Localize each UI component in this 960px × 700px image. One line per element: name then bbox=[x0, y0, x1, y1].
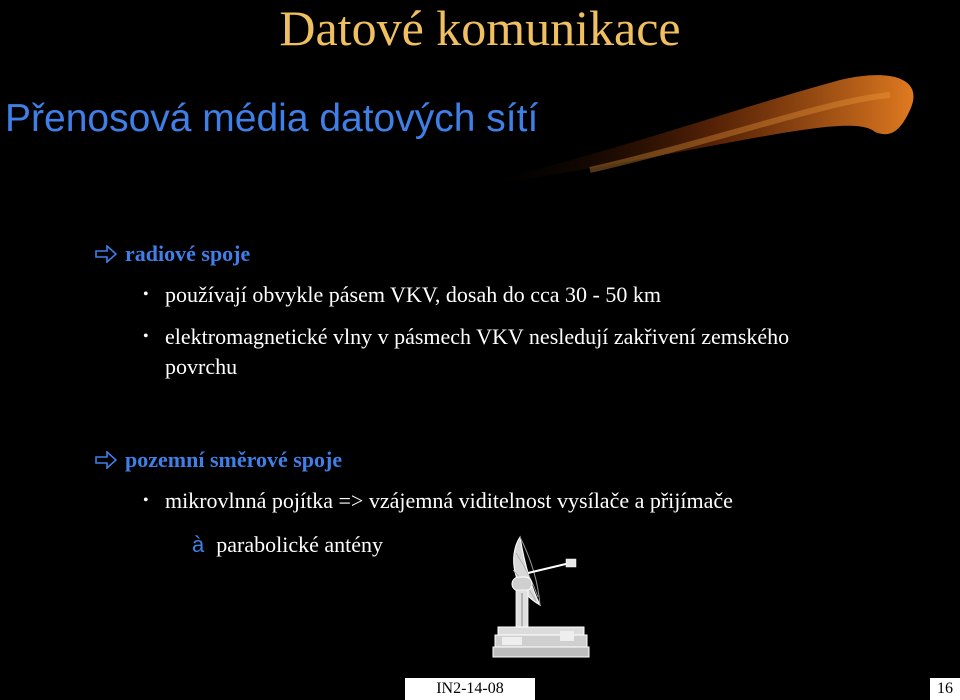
bullet-dot: • bbox=[143, 328, 149, 345]
footer-code: IN2-14-08 bbox=[405, 678, 535, 700]
list-item bbox=[143, 280, 865, 310]
section-heading-microwave bbox=[95, 447, 342, 473]
sub-bullet-marker: à bbox=[192, 532, 205, 557]
hollow-right-arrow-icon bbox=[95, 245, 117, 263]
slide-subtitle: Přenosová média datových sítí bbox=[5, 97, 539, 140]
list-item-text: mikrovlnná pojítka => vzájemná viditelnost vysílače a přijímače bbox=[165, 488, 733, 513]
list-item-text: používají obvykle pásem VKV, dosah do cca 30 - 50 km bbox=[165, 282, 661, 307]
slide-title: Datové komunikace bbox=[279, 0, 681, 56]
section-heading-label: radiové spoje bbox=[125, 241, 251, 266]
hollow-right-arrow-icon bbox=[95, 451, 117, 469]
decorative-swoosh bbox=[470, 70, 940, 190]
slide-footer bbox=[0, 678, 960, 700]
bullet-dot: • bbox=[143, 492, 149, 509]
sub-list-item bbox=[192, 530, 383, 560]
page-number: 16 bbox=[930, 678, 960, 700]
section-heading-radio bbox=[95, 241, 250, 267]
section-heading-label: pozemní směrové spoje bbox=[125, 447, 343, 472]
list-item bbox=[143, 322, 855, 382]
list-item bbox=[143, 486, 925, 516]
sub-list-item-text: parabolické antény bbox=[216, 532, 384, 557]
list-item-text: elektromagnetické vlny v pásmech VKV nesledují zakřivení zemského povrchu bbox=[165, 324, 790, 379]
bullet-dot: • bbox=[143, 286, 149, 303]
parabolic-antenna-icon bbox=[490, 535, 590, 660]
